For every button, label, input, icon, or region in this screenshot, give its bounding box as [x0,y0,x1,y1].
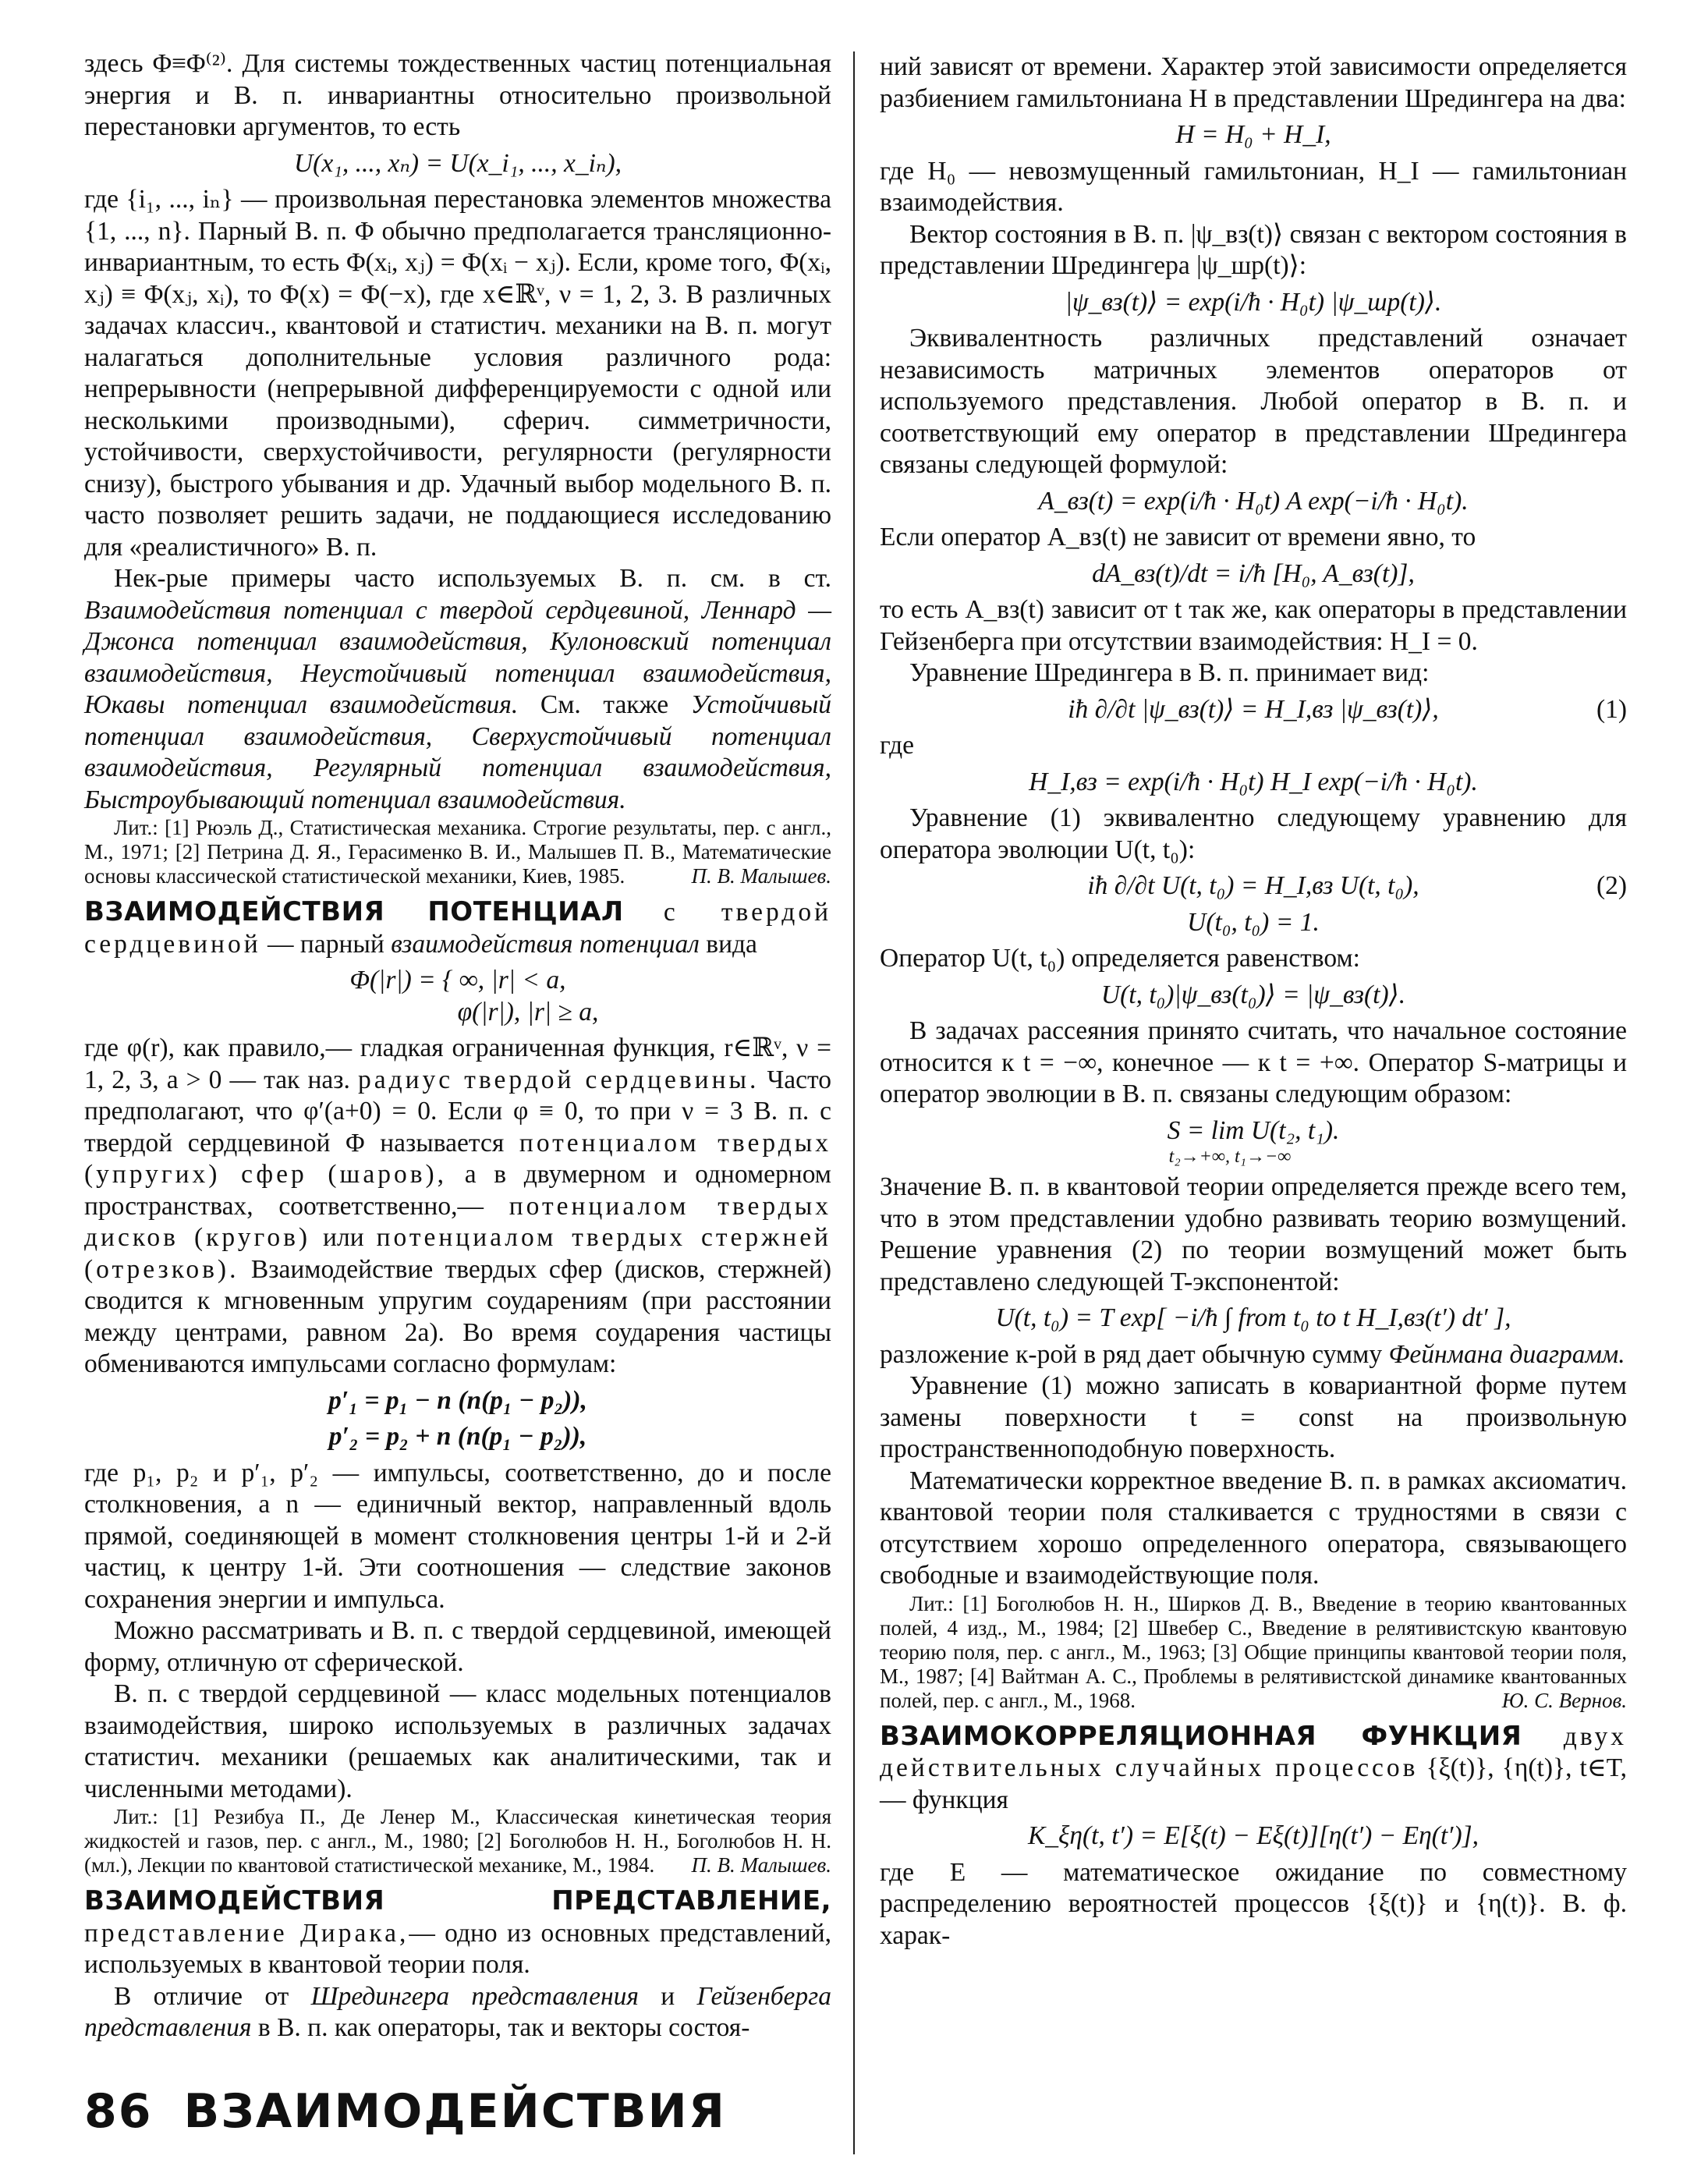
paragraph: Уравнение (1) эквивалентно следующему уравнению для оператора эволюции U(t, t₀): [880,803,1627,864]
paragraph: здесь Φ≡Φ⁽²⁾. Для системы тождественных частиц потенциальная энергия и В. п. инвариантны относительно произвольной перестановки аргументов, то есть [84,49,831,141]
running-head: ВЗАИМОДЕЙСТВИЯ [183,2084,726,2139]
right-column [880,51,1627,1952]
text: См. также [540,690,669,719]
equation: S = lim U(t₂, t₁). [1167,1115,1340,1145]
headword: ВЗАИМОДЕЙСТВИЯ ПОТЕНЦИАЛ [84,896,624,927]
author-signature: Ю. С. Вернов. [1501,1688,1627,1712]
references [880,1592,1627,1713]
text: В отличие от [114,1981,289,2011]
column-divider [853,51,855,2154]
text: и [661,1981,675,2011]
paragraph: Эквивалентность различных представлений означает независимость матричных элементов операторов от используемого представления. Любой оператор в В. п. и соответствующий ему оператор в представлении Шредингера связаны следующей формулой: [880,324,1627,479]
paragraph [84,563,831,816]
paragraph: Если оператор A_вз(t) не зависит от времени явно, то [880,523,1476,551]
references [84,1805,831,1877]
text: разложение к-рой в ряд дает обычную сумму [880,1339,1383,1369]
text: а в двумерном и одномерном пространствах, соответственно,— [84,1160,832,1221]
term: радиус твердой сердцевины. [357,1065,760,1094]
paragraph: где E — математическое ожидание по совместному распределению вероятностей процессов {ξ(t)} и {η(t)}. В. ф. харак- [880,1857,1627,1950]
equation-numbered [880,870,1627,902]
equation: p′₁ = p₁ − n (n(p₁ − p₂)), [328,1385,587,1415]
paragraph: где {i₁, ..., iₙ} — произвольная перестановка элементов множества {1, ..., n}. Парный В. п. Φ обычно предполагается трансляционно-инвариантным, то есть Φ(xᵢ, xⱼ) = Φ(xᵢ − xⱼ). Если, кроме того, Φ(xᵢ, xⱼ) ≡ Φ(xⱼ, xᵢ), то Φ(x) = Φ(−x), где x∈ℝᵛ, ν = 1, 2, 3. В различных задачах классич., квантовой и статистич. механики на В. п. могут налагаться дополнительные условия различного рода: непрерывности (непрерывной дифференцируемости с одной или несколькими производными), сферич. симметричности, устойчивости, сверхустойчивости, регулярности (регулярности снизу), быстрого убывания и др. Удачный выбор модельного В. п. часто позволяет решить задачи, не поддающиеся исследованию для «реалистичного» В. п. [84,185,831,562]
paragraph: ний зависят от времени. Характер этой зависимости определяется разбиением гамильтониана H в представлении Шредингера на два: [880,52,1627,113]
term: представление Дирака, [84,1918,409,1948]
references [84,816,831,888]
equation: U(t, t₀)|ψ_вз(t₀)⟩ = |ψ_вз(t)⟩. [1100,980,1406,1009]
cross-reference: Фейнмана диаграмм. [1388,1339,1625,1369]
equation-number: (2) [1596,871,1627,900]
equation [880,1115,1627,1147]
paragraph: Вектор состояния в В. п. |ψ_вз(t)⟩ связан с вектором состояния в представлении Шредингера |ψ_шр(t)⟩: [880,219,1627,280]
text: где φ(r), как правило,— гладкая ограниченная функция, r∈ℝᵛ, ν = 1, 2, 3, a > 0 — так наз. [84,1034,831,1094]
paragraph: где [880,731,914,760]
headword: ВЗАИМОКОРРЕЛЯЦИОННАЯ ФУНКЦИЯ [880,1720,1522,1752]
equation: U(t₀, t₀) = 1. [1187,907,1320,937]
paragraph: Уравнение Шредингера в В. п. принимает вид: [909,658,1430,687]
text: с твердой сердцевиной [84,898,832,959]
term: потенциалом твердых (упругих) сфер (шаров), [84,1128,832,1189]
equation: |ψ_вз(t)⟩ = exp(i/ħ · H₀t) |ψ_шр(t)⟩. [1065,287,1442,317]
paragraph: Уравнение (1) можно записать в ковариантной форме путем замены поверхности t = const на произвольную пространственноподобную поверхность. [880,1371,1627,1463]
paragraph: где p₁, p₂ и p′₁, p′₂ — импульсы, соответственно, до и после столкновения, а n — единичный вектор, направленный вдоль прямой, соединяющей в момент столкновения центры 1-й и 2-й частиц, к центру 1-й. Эти соотношения — следствие законов сохранения энергии и импульса. [84,1458,831,1614]
headword: ВЗАИМОДЕЙСТВИЯ ПРЕДСТАВЛЕНИЕ, [84,1885,831,1916]
paragraph: В. п. с твердой сердцевиной — класс модельных потенциалов взаимодействия, широко используемых в различных задачах статистич. механики (решаемых как аналитическими, так и численными методами). [84,1679,831,1803]
equation-number: (1) [1596,694,1627,724]
cross-reference: Гейзенберга представления [84,1981,831,2042]
equation: K_ξη(t, t′) = E[ξ(t) − Eξ(t)][η(t′) − Eη(t′)], [1027,1821,1479,1850]
equation: iħ ∂/∂t U(t, t₀) = H_I,вз U(t, t₀), [1087,871,1419,900]
author-signature: П. В. Малышев. [691,864,831,888]
equation: p′₂ = p₂ + n (n(p₁ − p₂)), [328,1422,587,1451]
author-signature: П. В. Малышев. [691,1853,831,1877]
cross-reference: взаимодействия потенциал [391,929,700,959]
left-column [84,48,831,2044]
text: — одно из основных представлений, используемых в квантовой теории поля. [84,1918,831,1979]
entry [880,1721,1627,1817]
equation: H_I,вз = exp(i/ħ · H₀t) H_I exp(−i/ħ · H₀t). [1029,767,1478,796]
equation: H = H₀ + H_I, [1175,120,1331,149]
text: {ξ(t)}, {η(t)}, t∈T, — функция [880,1753,1627,1814]
paragraph: где H₀ — невозмущенный гамильтониан, H_I — гамильтониан взаимодействия. [880,156,1627,217]
equation: U(x₁, ..., xₙ) = U(x_i₁, ..., x_iₙ), [293,148,622,178]
equation: A_вз(t) = exp(i/ħ · H₀t) A exp(−i/ħ · H₀t). [1038,486,1469,516]
references-text: Лит.: [1] Рюэль Д., Статистическая механика. Строгие результаты, пер. с англ., М., 1971; [2] Петрина Д. Я., Герасименко В. И., Малышев П. В., Математические основы классической статистической механики, Киев, 1985. [84,816,831,888]
references-text: Лит.: [1] Резибуа П., Де Ленер М., Классическая кинетическая теория жидкостей и газов, пер. с англ., М., 1980; [2] Боголюбов Н. Н., Боголюбов Н. Н. (мл.), Лекции по квантовой статистической механике, М., 1984. [84,1805,831,1877]
cross-reference: Шредингера представления [310,1981,639,2011]
paragraph: Оператор U(t, t₀) определяется равенством: [880,944,1360,973]
paragraph: Математически корректное введение В. п. в рамках аксиоматич. квантовой теории поля сталкивается с трудностями в связи с отсутствием хорошо определенного оператора, связывающего свободные и взаимодействующие поля. [880,1466,1627,1590]
paragraph: Значение В. п. в квантовой теории определяется прежде всего тем, что в этом представлении удобно развивать теорию возмущений. Решение уравнения (2) по теории возмущений может быть представлено следующей T-экспонентой: [880,1172,1627,1296]
paragraph: то есть A_вз(t) зависит от t так же, как операторы в представлении Гейзенберга при отсутствии взаимодействия: H_I = 0. [880,595,1627,656]
text: вида [706,929,757,959]
paragraph: Можно рассматривать и В. п. с твердой сердцевиной, имеющей форму, отличную от сферической. [84,1616,831,1677]
cross-reference: Взаимодействия потенциал с твердой сердцевиной, Леннард — Джонса потенциал взаимодействия, Кулоновский потенциал взаимодействия, Неустойчивый потенциал взаимодействия, Юкавы потенциал взаимодействия. [84,595,831,719]
paragraph: В задачах рассеяния принято считать, что начальное состояние относится к t = −∞, конечное — к t = +∞. Оператор S-матрицы и оператор эволюции в В. п. связаны следующим образом: [880,1016,1627,1108]
entry [84,896,831,960]
paragraph [880,1339,1627,1371]
text: Часто предполагают, что φ′(a+0) = 0. Если φ ≡ 0, то при ν = 3 В. п. с твердой сердцевиной Φ называется [84,1065,831,1158]
paragraph [84,1981,831,2044]
equation: φ(|r|), |r| ≥ a, [457,997,599,1026]
references-text: Лит.: [1] Боголюбов Н. Н., Ширков Д. В., Введение в теорию квантованных полей, 4 изд., М., 1984; [2] Швебер С., Введение в релятивистскую квантовую теорию поля, пер. с англ., М., 1963; [3] Общие принципы квантовой теории поля, М., 1987; [4] Вайтман А. С., Проблемы в релятивистской динамике квантованных полей, пер. с англ., М., 1968. [880,1591,1627,1712]
equation-numbered [880,694,1627,726]
term: потенциалом твердых дисков (кругов) [84,1191,831,1252]
equation: dA_вз(t)/dt = i/ħ [H₀, A_вз(t)], [1092,558,1415,588]
paragraph [84,1033,831,1381]
page-number: 86 [84,2084,153,2139]
equation: iħ ∂/∂t |ψ_вз(t)⟩ = H_I,вз |ψ_вз(t)⟩, [1068,694,1439,724]
text: Взаимодействие твердых сфер (дисков, стержней) сводится к мгновенным упругим соударениям (при расстоянии между центрами, равном 2a). Во время соударения частицы обмениваются импульсами согласно формулам: [84,1254,832,1378]
equation: U(t, t₀) = T exp[ −i/ħ ∫ from t₀ to t H_I,вз(t′) dt′ ], [995,1303,1511,1332]
text: Нек-рые примеры часто используемых В. п. см. в ст. [114,564,831,593]
text: или [323,1223,364,1252]
equation-subscript: t₂→+∞, t₁→−∞ [1168,1147,1292,1167]
text: в В. п. как операторы, так и векторы состоя- [257,2013,750,2042]
cross-reference: Устойчивый потенциал взаимодействия, Сверхустойчивый потенциал взаимодействия, Регулярный потенциал взаимодействия, Быстроубывающий потенциал взаимодействия. [84,690,832,814]
term: двух действительных случайных процессов [880,1721,1627,1782]
equation: Φ(|r|) = { ∞, |r| < a, [349,966,566,994]
text: — парный [268,929,384,959]
term: потенциалом твердых стержней (отрезков). [84,1223,831,1284]
entry [84,1885,831,1981]
page-footer [84,2084,726,2139]
